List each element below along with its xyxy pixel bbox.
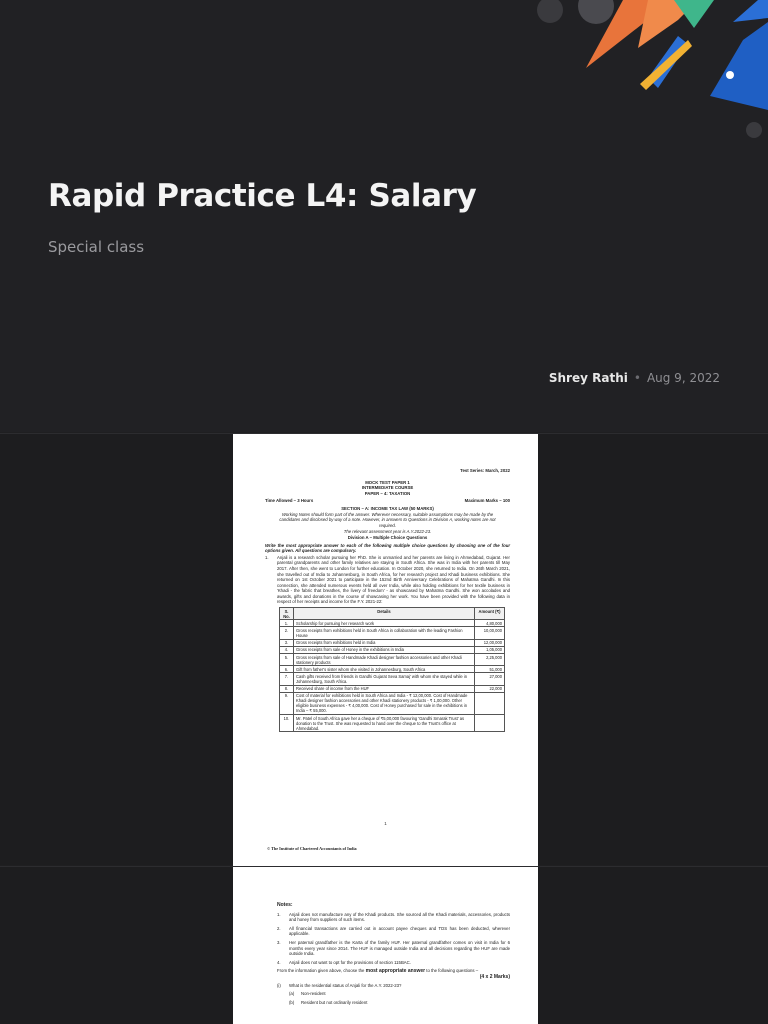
note-text: All financial transactions are carried out in account payee cheques and TDS has been deducted, wherever applicable. [289,925,510,937]
cell-details: Gross receipts from exhibitions held in South Africa in collaboration with the leading Fashion House [294,627,475,639]
cell-details: Mr. Patel of South Africa gave her a cheque of ₹5,00,000 favouring 'Gandhi Smarak Trust' as donation to the Trust. She was requested to hand over the cheque to the Trust's office at Ahmedabad. [294,714,475,731]
question-text: Anjali is a research scholar pursuing her PhD. She is unmarried and her parents are living in Ahmedabad, Gujarat. Her parental grandparents and other family relatives are staying in South Africa. She was in India with her parents till May 2017. After then, she went to London for further education. In October 2020, she returned to India. On 26th March 2021, she travelled out of India to Johannesburg, in South Africa, for her research project and Khadi business exhibitions. She returned on 1st October 2021 to participate in the 152nd Birth Anniversary Celebrations of Mahatma Gandhi. In this connection, she attended numerous events held all over India, while also holding exhibitions for her textile business in 'Khadi - the fabric that breathes, the livery of freedom' - as showcased by Mahatma Gandhi. She won accolades and awards, gifts and donations in the course of showcasing her work. You have been provided with the following data in respect of her receipts and income for the F.Y. 2021-22: [277,554,510,605]
cell-details: Gross receipts from sale of Handmade Khadi designer fashion accessories and other Khadi stationery products [294,654,475,666]
author-date-line [549,371,720,385]
mcq-option [289,991,510,997]
test-series-label: Test Series: March, 2022 [460,468,510,473]
question-1 [265,555,510,605]
publish-date: Aug 9, 2022 [646,371,720,385]
page-number: 1 [384,821,387,826]
cell-amount [475,714,505,731]
working-notes-instruction: Working Notes should form part of the answer. Wherever necessary, suitable assumptions may be made by the candidates and disclosed by way of a note. However, in answers to Questions in Division A, working notes are not required. [279,511,496,528]
receipts-table [279,607,505,732]
column-header: S. No. [280,608,294,620]
cell-amount: 1,05,000 [475,646,505,653]
page-footer: © The Institute of Chartered Accountants of India [267,846,357,851]
document-page-2-strip [0,866,768,1024]
table-row [280,646,505,653]
option-text: Resident but not ordinarily resident [301,999,368,1005]
cell-details: Gift from father's sister whom she visited in Johannesburg, South Africa [294,666,475,673]
cell-amount: 10,00,000 [475,627,505,639]
question-number: 1. [265,554,269,560]
decorative-shapes-illustration [528,0,768,140]
cell-sno: 3. [280,639,294,646]
time-marks-row [265,498,510,504]
column-header: Amount (₹) [475,608,505,620]
lead-in-suffix: to the following questions – [426,968,479,974]
cell-amount: 2,25,000 [475,654,505,666]
note-text: Her paternal grandfather is the Karta of the family HUF. Her paternal grandfather comes on visit in India for 6 months every year since 2014. The HUF is managed outside India and all decisions regarding the HUF are made outside India. [289,939,510,957]
cell-amount: 4,80,000 [475,620,505,627]
cell-sno: 10. [280,714,294,731]
mcq-question-text: What is the residential status of Anjali for the A.Y. 2022-23? [289,982,402,988]
maximum-marks: Maximum Marks – 100 [464,498,510,504]
table-row [280,627,505,639]
author-name: Shrey Rathi [548,371,628,385]
note-item [277,926,510,937]
table-row [280,692,505,714]
time-allowed: Time Allowed – 3 Hours [265,498,314,504]
mcq-option [289,1000,510,1006]
lead-in-bold: most appropriate answer [365,968,426,975]
slide-subtitle: Special class [48,238,145,256]
cell-sno: 8. [280,685,294,692]
cell-details: Cash gifts received from friends in Gandhi Gujarat Seva Samaj' with whom she stayed while in Johannesburg, South Africa. [294,673,475,685]
table-row [280,620,505,627]
cell-sno: 1. [280,620,294,627]
cell-amount [475,692,505,714]
document-page-2 [233,867,538,1024]
marks-label: (4 x 2 Marks) [479,973,510,980]
section-heading: SECTION – A: INCOME TAX LAW (50 MARKS) [341,505,434,511]
mcq-instruction: Write the most appropriate answer to each of the following multiple choice questions by choosing one of the four options given. All questions are compulsory. [265,542,510,554]
cell-sno: 6. [280,666,294,673]
note-number: 1. [277,911,281,917]
questions-lead-in [277,968,510,975]
document-page-1 [233,434,538,866]
cell-sno: 5. [280,654,294,666]
cell-details: Received share of income from the HUF [294,685,475,692]
paper-heading-2: INTERMEDIATE COURSE [361,485,414,491]
cell-details: Gross receipts from exhibitions held in India [294,639,475,646]
cell-sno: 2. [280,627,294,639]
cell-amount: 51,000 [475,666,505,673]
table-row [280,685,505,692]
cell-details: Scholarship for pursuing her research work [294,620,475,627]
note-number: 3. [277,939,281,945]
table-row [280,714,505,731]
cell-details: Gross receipts from sale of Honey in the exhibitions in India [294,646,475,653]
column-header: Details [294,608,475,620]
cell-amount: 12,00,000 [475,639,505,646]
cell-sno: 9. [280,692,294,714]
table-header-row [280,608,505,620]
option-letter: (b) [289,999,295,1005]
assessment-year-note: The relevant assessment year is A.Y.2022-23. [343,529,432,535]
division-heading: Division A – Multiple Choice Questions [347,534,428,540]
paper-heading-1: MOCK TEST PAPER 1 [365,479,410,485]
cover-slide [0,0,768,432]
note-text: Anjali does not want to opt for the provisions of section 115BAC. [289,959,411,965]
table-row [280,639,505,646]
mcq-question [277,983,510,989]
paper-heading-3: PAPER – 4: TAXATION [364,490,411,496]
cell-sno: 4. [280,646,294,653]
option-text: Non-resident [301,991,326,997]
cell-amount: 27,000 [475,673,505,685]
note-item [277,912,510,923]
document-page-1-strip [0,433,768,865]
slide-title: Rapid Practice L4: Salary [48,178,477,214]
separator-dot: • [633,371,641,385]
note-number: 4. [277,959,281,965]
table-row [280,666,505,673]
note-number: 2. [277,925,281,931]
note-item [277,940,510,957]
note-text: Anjali does not manufacture any of the Khadi products. She sourced all the Khadi materials, accessories, products and honey from suppliers of such items. [289,911,510,923]
note-item [277,960,510,966]
cell-amount: 22,000 [475,685,505,692]
table-row [280,673,505,685]
cell-details: Cost of material for exhibitions held in South Africa and India - ₹ 12,00,000. Cost of Handmade Khadi designer fashion accessories and other Khadi stationery products - ₹ 1,00,000. Other eligible business expenses - ₹ 4,00,000. Cost of Honey purchased for sale in the exhibitions in India – ₹ 55,000. [294,692,475,714]
mcq-question-number: (i) [277,982,281,988]
cell-sno: 7. [280,673,294,685]
table-row [280,654,505,666]
option-letter: (a) [289,991,295,997]
lead-in-prefix: From the information given above, choose the [277,968,365,974]
notes-title: Notes: [277,902,293,908]
